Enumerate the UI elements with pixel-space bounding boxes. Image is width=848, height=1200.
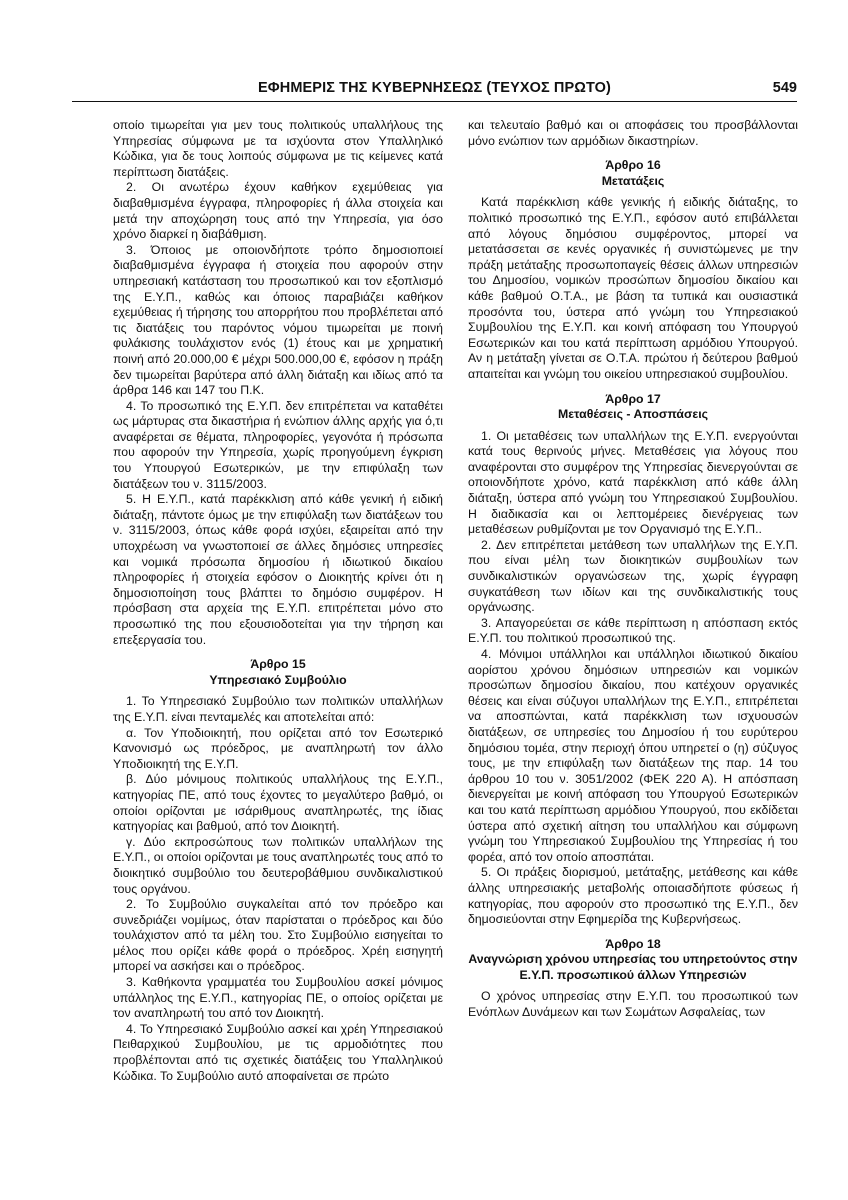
paragraph: Ο χρόνος υπηρεσίας στην Ε.Υ.Π. του προσωπικού των Ενόπλων Δυνάμεων και των Σωμάτων Ασφαλείας, των <box>468 989 798 1020</box>
paragraph: β. Δύο μόνιμους πολιτικούς υπαλλήλους της Ε.Υ.Π., κατηγορίας ΠΕ, από τους έχοντες το μεγαλύτερο βαθμό, οι οποίοι ορίζονται με ισάριθμους αναπληρωτές, της ίδιας κατηγορίας και βαθμού, από τον Διοικητή. <box>113 772 443 834</box>
paragraph: 2. Το Συμβούλιο συγκαλείται από τον πρόεδρο και συνεδριάζει νομίμως, όταν παρίσταται ο πρόεδρος και δύο τουλάχιστον από τα μέλη του. Στο Συμβούλιο εισηγείται το μέλος που ορίζει κάθε φορά ο πρόεδρος. Χρέη εισηγητή μπορεί να ασκήσει και ο πρόεδρος. <box>113 897 443 974</box>
paragraph: 1. Το Υπηρεσιακό Συμβούλιο των πολιτικών υπαλλήλων της Ε.Υ.Π. είναι πενταμελές και αποτελείται από: <box>113 694 443 724</box>
header-rule <box>72 101 797 102</box>
article-heading <box>468 937 798 984</box>
article-number: Άρθρο 15 <box>250 657 306 672</box>
paragraph: και τελευταίο βαθμό και οι αποφάσεις του προσβάλλονται μόνο ενώπιον των αρμόδιων δικαστηρίων. <box>468 118 798 148</box>
left-column <box>113 118 443 1084</box>
paragraph: 2. Δεν επιτρέπεται μετάθεση των υπαλλήλων της Ε.Υ.Π. που είναι μέλη των διοικητικών συμβουλίων των συνδικαλιστικών οργανώσεων της, χωρίς έγγραφη συγκατάθεση των ιδίων και της συνδικαλιστικής τους οργάνωσης. <box>468 537 798 615</box>
right-column <box>468 118 798 1021</box>
article-title: Μετατάξεις <box>601 173 665 188</box>
gazette-title: ΕΦΗΜΕΡΙΣ ΤΗΣ ΚΥΒΕΡΝΗΣΕΩΣ (ΤΕΥΧΟΣ ΠΡΩΤΟ) <box>258 80 611 96</box>
article-number: Άρθρο 18 <box>605 936 661 951</box>
paragraph: οποίο τιμωρείται για μεν τους πολιτικούς υπαλλήλους της Υπηρεσίας σύμφωνα με τα ισχύοντα στον Υπαλληλικό Κώδικα, για δε τους λοιπούς σύμφωνα με τις κείμενες κατά περίπτωση διατάξεις. <box>113 118 443 179</box>
page-number: 549 <box>772 80 797 96</box>
paragraph: 4. Το προσωπικό της Ε.Υ.Π. δεν επιτρέπεται να καταθέτει ως μάρτυρας στα δικαστήρια ή ενώπιον άλλης αρχής για ό,τι αναφέρεται σε θέματα, πληροφορίες, γεγονότα ή πρόσωπα που αφορούν την Υπηρεσία, χωρίς προηγούμενη έγκριση του Υπουργού Εσωτερικών, με την επιφύλαξη των διατάξεων του ν. 3115/2003. <box>113 398 443 491</box>
paragraph: γ. Δύο εκπροσώπους των πολιτικών υπαλλήλων της Ε.Υ.Π., οι οποίοι ορίζονται με τους αναπληρωτές τους από το διοικητικό συμβούλιο του δευτεροβάθμιου συνδικαλιστικού τους οργάνου. <box>113 834 443 896</box>
paragraph: 5. Οι πράξεις διορισμού, μετάταξης, μετάθεσης και κάθε άλλης υπηρεσιακής μεταβολής οποιασδήποτε φύσεως ή κατηγορίας, που αφορούν στο προσωπικό της Ε.Υ.Π., δεν δημοσιεύονται στην Εφημερίδα της Κυβερνήσεως. <box>468 865 798 927</box>
paragraph: 3. Καθήκοντα γραμματέα του Συμβουλίου ασκεί μόνιμος υπάλληλος της Ε.Υ.Π., κατηγορίας ΠΕ, ο οποίος ορίζεται με τον αναπληρωτή του από τον Διοικητή. <box>113 975 443 1021</box>
article-heading <box>113 657 443 688</box>
paragraph: 4. Το Υπηρεσιακό Συμβούλιο ασκεί και χρέη Υπηρεσιακού Πειθαρχικού Συμβουλίου, με τις αρμοδιότητες που προβλέπονται από τις σχετικές διατάξεις του Υπαλληλικού Κώδικα. Το Συμβούλιο αυτό αποφαίνεται σε πρώτο <box>113 1021 443 1083</box>
running-header <box>72 80 797 100</box>
paragraph: 4. Μόνιμοι υπάλληλοι και υπάλληλοι ιδιωτικού δικαίου αορίστου χρόνου δημόσιων υπηρεσιών και νομικών προσώπων δημοσίου δικαίου, που κατέχουν οργανικές θέσεις και είναι σύζυγοι υπαλλήλων της Ε.Υ.Π., επιτρέπεται να αποσπώνται, κατά παρέκκλιση των ισχυουσών διατάξεων, σε υπηρεσίες του Δημοσίου ή του ευρύτερου δημόσιου τομέα, στην περιοχή όπου υπηρετεί ο (η) σύζυγος τους, με την επιφύλαξη των διατάξεων της παρ. 14 του άρθρου 10 του ν. 3051/2002 (ΦΕΚ 220 Α). Η απόσπαση διενεργείται με κοινή απόφαση του Υπουργού Εσωτερικών και του κατά περίπτωση αρμόδιου Υπουργού, που εκδίδεται ύστερα από σχετική αίτηση του υπαλλήλου και σύμφωνη γνώμη του Υπηρεσιακού Συμβουλίου της Υπηρεσίας ή του φορέα, από τον οποίο αποσπάται. <box>468 647 798 864</box>
article-heading <box>468 392 798 423</box>
paragraph: 5. Η Ε.Υ.Π., κατά παρέκκλιση από κάθε γενική ή ειδική διάταξη, πάντοτε όμως με την επιφύλαξη των διατάξεων του ν. 3115/2003, όπως κάθε φορά ισχύει, εξαιρείται από την υποχρέωση να γνωστοποιεί σε άλλες δημόσιες υπηρεσίες και νομικά πρόσωπα δημοσίου ή ιδιωτικού δικαίου πληροφορίες ή στοιχεία εφόσον ο Διοικητής κρίνει ότι η δημοσιοποίηση τους βλάπτει το δημόσιο συμφέρον. Η πρόσβαση στα αρχεία της Ε.Υ.Π. επιτρέπεται μόνο στο προσωπικό της που εξουσιοδοτείται για την τήρηση και επεξεργασία του. <box>113 492 443 647</box>
article-title: Μεταθέσεις - Αποσπάσεις <box>557 407 709 422</box>
paragraph: 3. Απαγορεύεται σε κάθε περίπτωση η απόσπαση εκτός Ε.Υ.Π. του πολιτικού προσωπικού της. <box>468 615 798 646</box>
article-number: Άρθρο 17 <box>605 391 661 406</box>
paragraph: Κατά παρέκκλιση κάθε γενικής ή ειδικής διάταξης, το πολιτικό προσωπικό της Ε.Υ.Π., εφόσον αυτό επιβάλλεται από λόγους δημόσιου συμφέροντος, μπορεί να μετατάσσεται σε κενές οργανικές ή συνιστώμενες με την πράξη μετάταξης προσωποπαγείς θέσεις άλλων υπηρεσιών του Δημοσίου, νομικών προσώπων δημοσίου δικαίου και κάθε βαθμού Ο.Τ.Α., με βάση τα τυπικά και ουσιαστικά προσόντα του, ύστερα από γνώμη του Υπηρεσιακού Συμβουλίου της Ε.Υ.Π. και κοινή απόφαση του Υπουργού Εσωτερικών και του κατά περίπτωση αρμόδιου Υπουργού. Αν η μετάταξη γίνεται σε Ο.Τ.Α. πρώτου ή δεύτερου βαθμού απαιτείται και γνώμη του οικείου υπηρεσιακού συμβουλίου. <box>468 195 798 381</box>
paragraph: α. Τον Υποδιοικητή, που ορίζεται από τον Εσωτερικό Κανονισμό ως πρόεδρος, με αναπληρωτή τον άλλο Υποδιοικητή της Ε.Υ.Π. <box>113 725 443 771</box>
article-title: Υπηρεσιακό Συμβούλιο <box>209 672 347 687</box>
paragraph: 3. Όποιος με οποιονδήποτε τρόπο δημοσιοποιεί διαβαθμισμένα έγγραφα ή στοιχεία που αφορούν στην υπηρεσιακή κατάσταση του προσωπικού και τον εξοπλισμό της Ε.Υ.Π., καθώς και όποιος παραβιάζει καθήκον εχεμύθειας ή τήρησης του απορρήτου που προβλέπεται από τις διατάξεις του παρόντος νόμου τιμωρείται με ποινή φυλάκισης τουλάχιστον ενός (1) έτους και με χρηματική ποινή από 20.000,00 € μέχρι 500.000,00 €, εφόσον η πράξη δεν τιμωρείται βαρύτερα από άλλη διάταξη και ιδίως από τα άρθρα 146 και 147 του Π.Κ. <box>113 242 443 398</box>
article-number: Άρθρο 16 <box>605 158 661 173</box>
article-title: Αναγνώριση χρόνου υπηρεσίας του υπηρετούντος στην Ε.Υ.Π. προσωπικού άλλων Υπηρεσιών <box>468 952 798 982</box>
article-heading <box>468 158 798 189</box>
paragraph: 1. Οι μεταθέσεις των υπαλλήλων της Ε.Υ.Π. ενεργούνται κατά τους θερινούς μήνες. Μεταθέσεις για λόγους που αναφέρονται στο συμφέρον της Υπηρεσίας διενεργούνται σε οποιονδήποτε χρόνο, κατά παρέκκλιση από κάθε άλλη διάταξη, ύστερα από γνώμη του Υπηρεσιακού Συμβουλίου. Η διαδικασία και οι λεπτομέρειες διενέργειας των μεταθέσεων ρυθμίζονται με τον Οργανισμό της Ε.Υ.Π.. <box>468 428 798 537</box>
paragraph: 2. Οι ανωτέρω έχουν καθήκον εχεμύθειας για διαβαθμισμένα έγγραφα, πληροφορίες ή άλλα στοιχεία και μετά την αποχώρηση τους από την Υπηρεσία, για όσο χρόνο διαρκεί η διαβάθμιση. <box>113 180 443 242</box>
